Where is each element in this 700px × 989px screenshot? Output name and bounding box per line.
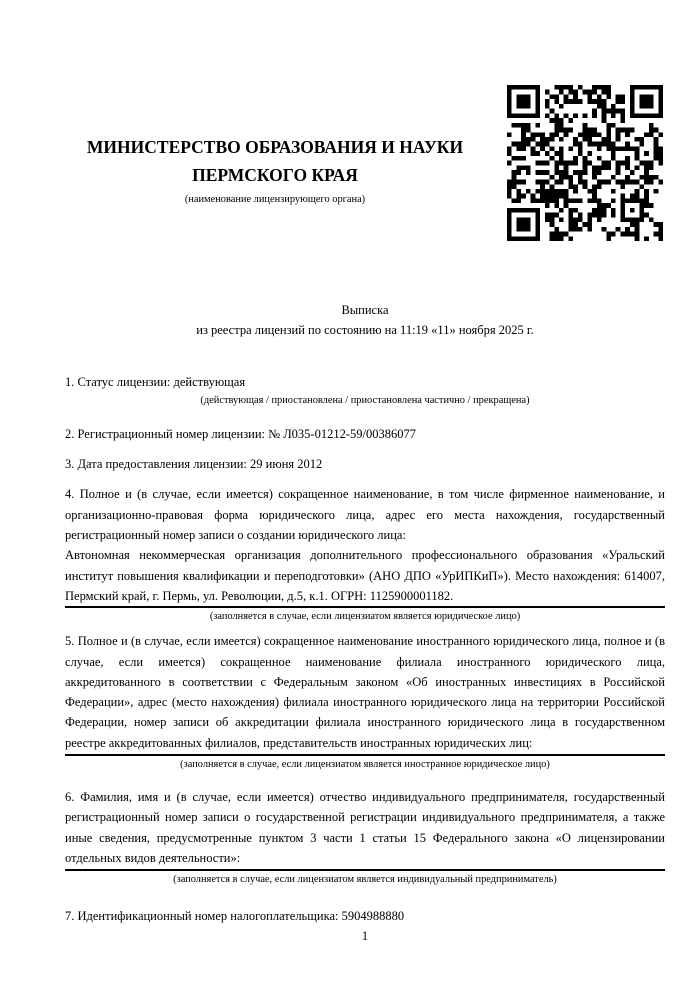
license-date-text: 3. Дата предоставления лицензии: 29 июня 2012 xyxy=(65,457,323,472)
document-title-line1: Выписка xyxy=(341,303,389,317)
taxpayer-number-text: 7. Идентификационный номер налогоплательщика: 5904988880 xyxy=(65,909,405,924)
ministry-name-line1: МИНИСТЕРСТВО ОБРАЗОВАНИЯ И НАУКИ xyxy=(86,137,464,157)
document-title-line2: из реестра лицензий по состоянию на 11:19 «11» ноября 2025 г. xyxy=(196,323,534,338)
item-taxpayer-number xyxy=(65,906,665,926)
ministry-caption: (наименование лицензирующего органа) xyxy=(184,194,366,205)
legal-entity-note: (заполняется в случае, если лицензиатом является юридическое лицо) xyxy=(209,611,521,623)
item-individual-entrepreneur xyxy=(65,787,665,886)
foreign-entity-note: (заполняется в случае, если лицензиатом является иностранное юридическое лицо) xyxy=(180,759,550,771)
individual-entrepreneur-question: 6. Фамилия, имя и (в случае, если имеется) отчество индивидуального предпринимателя, государственный регистрационный номер записи о государственной регистрации индивидуального предпринимателя, а также иные сведения, предусмотренные пунктом 3 части 1 статьи 15 Федерального закона «О лицензировании отдельных видов деятельности»: xyxy=(65,790,665,865)
license-status-text: 1. Статус лицензии: действующая xyxy=(65,374,246,389)
legal-entity-question: 4. Полное и (в случае, если имеется) сокращенное наименование, в том числе фирменное наименование, и организационно-правовая форма юридического лица, адрес его места нахождения, государственный регистрационный номер записи о создании юридического лица: xyxy=(65,487,665,543)
page-number: 1 xyxy=(361,929,369,943)
item-license-date xyxy=(65,454,665,474)
license-status-note: (действующая / приостановлена / приостановлена частично / прекращена) xyxy=(200,394,530,406)
item-registration-number xyxy=(65,424,665,444)
document-body xyxy=(65,300,665,927)
ministry-name-line2: ПЕРМСКОГО КРАЯ xyxy=(192,165,358,185)
document-title xyxy=(65,300,665,341)
item-legal-entity xyxy=(65,484,665,623)
registration-number-text: 2. Регистрационный номер лицензии: № Л035-01212-59/00386077 xyxy=(65,426,416,441)
foreign-entity-question: 5. Полное и (в случае, если имеется) сокращенное наименование иностранного юридического лица, полное и (в случае, если имеется) сокращенное наименование филиала иностранного юридического лица, аккредитованного в соответствии с Федеральным законом «Об иностранных инвестициях в Российской Федерации», адрес (место нахождения) филиала иностранного юридического лица на территории Российской Федерации, номер записи об аккредитации филиала иностранного юридического лица в государственном реестре аккредитованных филиалов, представительств иностранных юридических лиц: xyxy=(65,634,665,750)
legal-entity-answer: Автономная некоммерческая организация дополнительного профессионального образования «Уральский институт повышения квалификации и переподготовки» (АНО ДПО «УрИПКиП»). Место нахождения: 614007, Пермский край, г. Пермь, ул. Революции, д.5, к.1. ОГРН: 1125900001182. xyxy=(65,545,665,608)
ministry-header xyxy=(65,133,485,205)
item-license-status xyxy=(65,372,665,407)
item-foreign-entity xyxy=(65,631,665,771)
qr-code xyxy=(507,85,663,241)
individual-entrepreneur-note: (заполняется в случае, если лицензиатом является индивидуальный предприниматель) xyxy=(173,874,557,886)
